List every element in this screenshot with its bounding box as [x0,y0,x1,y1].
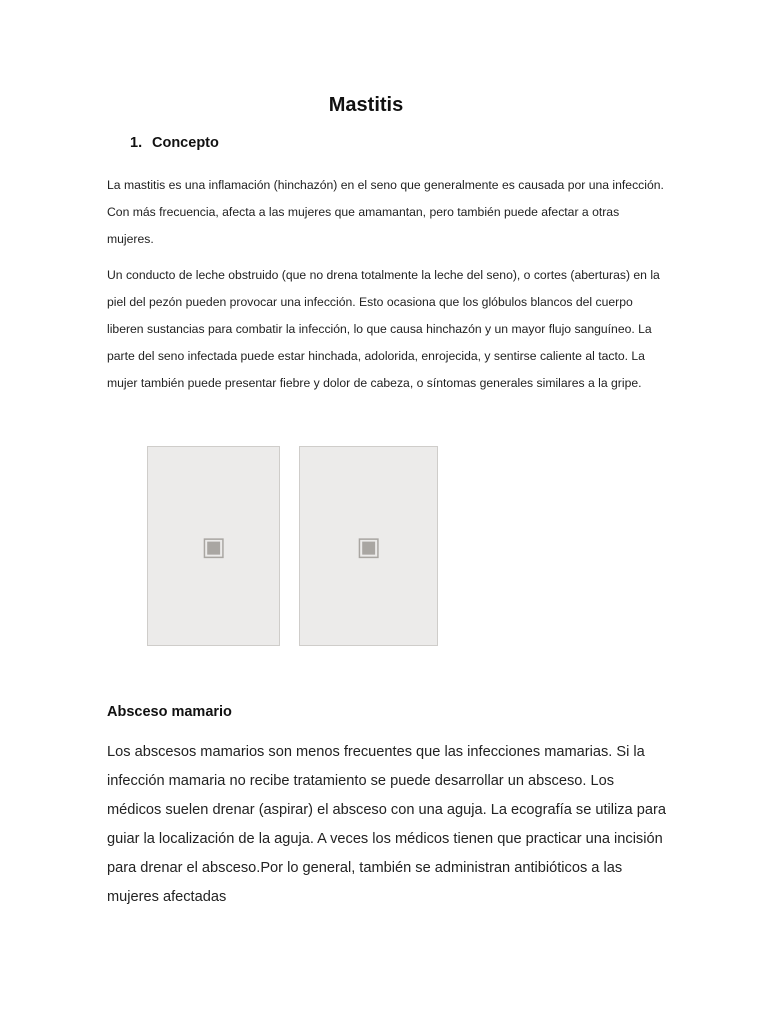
page-title: Mastitis [328,94,404,116]
section-heading-absceso: Absceso mamario [107,704,232,720]
image-placeholder-icon: ▣ [201,530,226,561]
section-heading-concepto [130,135,219,151]
section-heading-label: Concepto [152,135,219,151]
paragraph-absceso: Los abscesos mamarios son menos frecuentes que las infecciones mamarias. Si la infección mamaria no recibe tratamiento se puede desarrollar un absceso. Los médicos suelen drenar (aspirar) el absceso con una aguja. La ecografía se utiliza para guiar la localización de la aguja. A veces los médicos tienen que practicar una incisión para drenar el absceso.Por lo general, también se administran antibióticos a las mujeres afectadas [107,744,666,905]
paragraph-definition: La mastitis es una inflamación (hinchazón) en el seno que generalmente es causada por una infección. Con más frecuencia, afecta a las mujeres que amamantan, pero también puede afectar a otras mujeres. [107,178,664,246]
section-number: 1. [130,135,143,151]
image-placeholder-icon: ▣ [356,530,381,561]
clinical-photo-placeholder-right [299,446,438,646]
figure-row [147,446,439,646]
clinical-photo-placeholder-left [147,446,280,646]
paragraph-causes: Un conducto de leche obstruido (que no drena totalmente la leche del seno), o cortes (aberturas) en la piel del pezón pueden provocar una infección. Esto ocasiona que los glóbulos blancos del cuerpo liberen sustancias para combatir la infección, lo que causa hinchazón y un mayor flujo sanguíneo. La parte del seno infectada puede estar hinchada, adolorida, enrojecida, y sentirse caliente al tacto. La mujer también puede presentar fiebre y dolor de cabeza, o síntomas generales similares a la gripe. [107,268,660,390]
